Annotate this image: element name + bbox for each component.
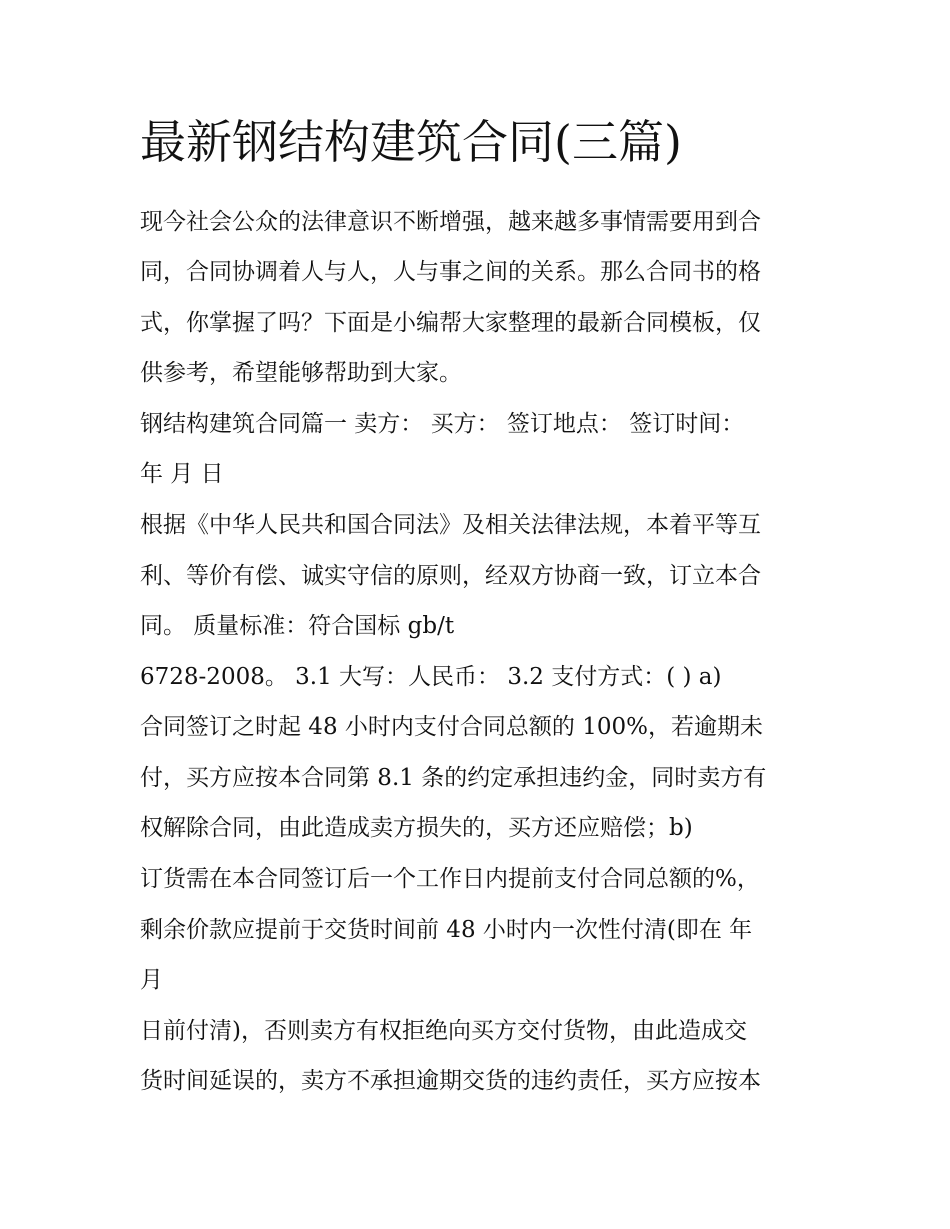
body-line: 供参考，希望能够帮助到大家。: [140, 360, 462, 386]
document-title: 最新钢结构建筑合同(三篇): [140, 115, 682, 169]
body-line: 合同签订之时起 48 小时内支付合同总额的 100%，若逾期未: [140, 714, 763, 740]
body-line: 利、等价有偿、诚实守信的原则，经双方协商一致，订立本合: [140, 563, 761, 589]
body-line: 现今社会公众的法律意识不断增强，越来越多事情需要用到合: [140, 209, 761, 235]
body-line: 式，你掌握了吗？下面是小编帮大家整理的最新合同模板，仅: [140, 310, 761, 336]
body-line: 6728-2008。 3.1 大写：人民币： 3.2 支付方式：( ) a): [140, 664, 722, 690]
body-line: 订货需在本合同签订后一个工作日内提前支付合同总额的%，: [140, 866, 760, 892]
body-line: 钢结构建筑合同篇一 卖方： 买方： 签订地点： 签订时间：: [140, 411, 745, 437]
body-line: 付，买方应按本合同第 8.1 条的约定承担违约金，同时卖方有: [140, 765, 767, 791]
body-line: 根据《中华人民共和国合同法》及相关法律法规，本着平等互: [140, 512, 761, 538]
body-line: 年 月 日: [140, 461, 224, 487]
body-line: 货时间延误的，卖方不承担逾期交货的违约责任，买方应按本: [140, 1068, 761, 1094]
body-line: 同。 质量标准：符合国标 gb/t: [140, 613, 455, 639]
body-line: 权解除合同，由此造成卖方损失的，买方还应赔偿；b): [140, 815, 693, 841]
body-line: 同，合同协调着人与人，人与事之间的关系。那么合同书的格: [140, 259, 761, 285]
body-line: 日前付清)，否则卖方有权拒绝向买方交付货物，由此造成交: [140, 1018, 747, 1044]
body-line: 剩余价款应提前于交货时间前 48 小时内一次性付清(即在 年: [140, 917, 753, 943]
body-line: 月: [140, 967, 163, 993]
